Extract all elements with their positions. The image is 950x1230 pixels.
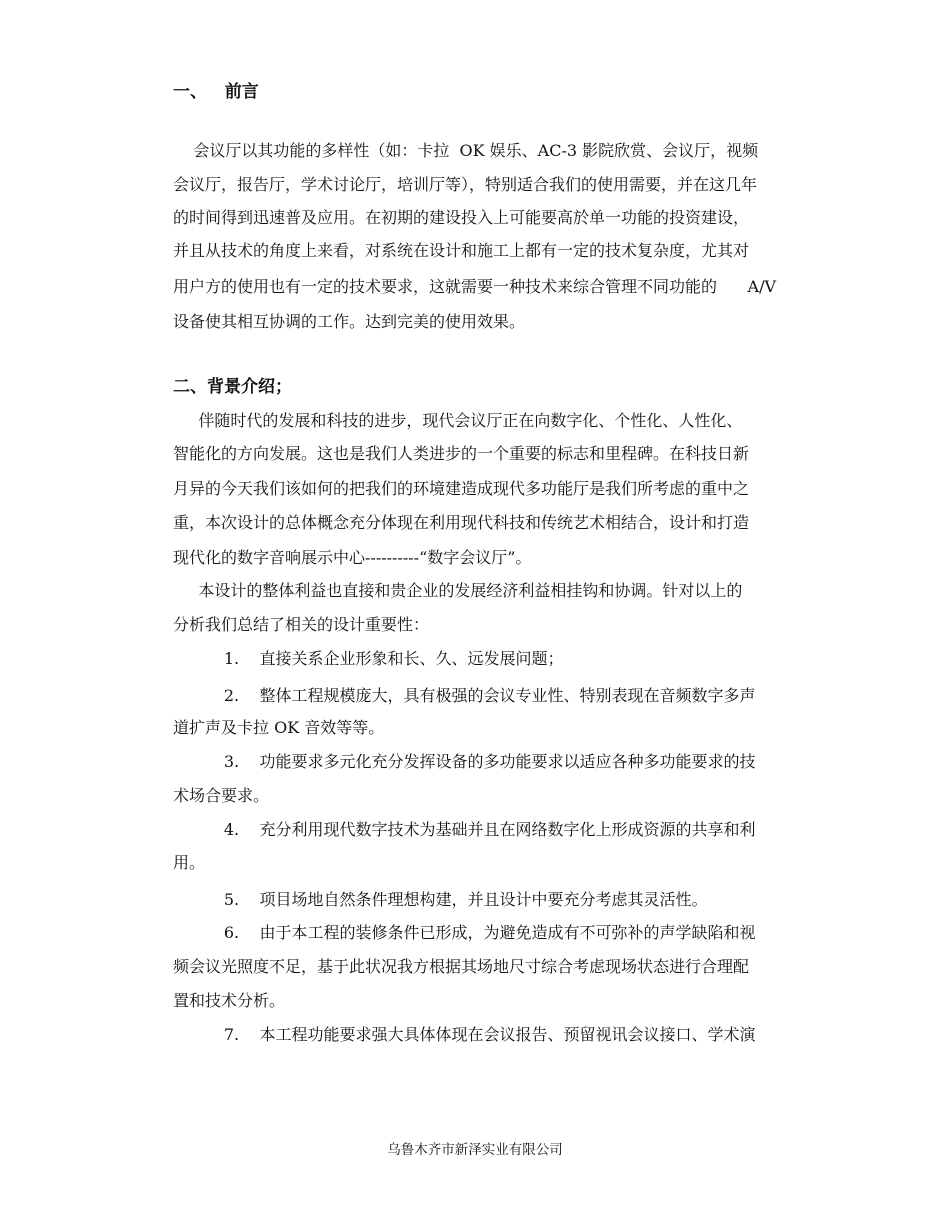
list-item-continuation: 置和技术分析。 (173, 991, 286, 1010)
paragraph-line: 会议厅，报告厅，学术讨论厅，培训厅等），特别适合我们的使用需要，并在这几年 (173, 175, 758, 194)
paragraph-line: 会议厅以其功能的多样性（如：卡拉 OK 娱乐、AC-3 影院欣赏、会议厅，视频 (173, 141, 759, 160)
list-item-continuation: 道扩声及卡拉 OK 音效等等。 (173, 718, 385, 737)
section-2-heading: 二、背景介绍； (173, 377, 292, 397)
paragraph-line: 重，本次设计的总体概念充分体现在利用现代科技和传统艺术相结合，设计和打造 (173, 513, 750, 532)
list-item-continuation: 术场合要求。 (173, 786, 270, 805)
list-item: 6. 由于本工程的装修条件已形成，为避免造成有不可弥补的声学缺陷和视 (173, 923, 756, 942)
paragraph-line: 本设计的整体利益也直接和贵企业的发展经济利益相挂钩和协调。针对以上的 (173, 581, 743, 600)
paragraph-line: 智能化的方向发展。这也是我们人类进步的一个重要的标志和里程碑。在科技日新 (173, 444, 750, 463)
list-item: 5. 项目场地自然条件理想构建，并且设计中要充分考虑其灵活性。 (173, 890, 708, 909)
section-1-heading: 一、 前言 (173, 82, 259, 102)
list-item: 4. 充分利用现代数字技术为基础并且在网络数字化上形成资源的共享和利 (173, 820, 756, 839)
list-item-continuation: 频会议光照度不足，基于此状况我方根据其场地尺寸综合考虑现场状态进行合理配 (173, 957, 750, 976)
paragraph-line: 设备使其相互协调的工作。达到完美的使用效果。 (173, 312, 526, 331)
list-item-continuation: 用。 (173, 853, 206, 872)
paragraph-line: 的时间得到迅速普及应用。在初期的建设投入上可能要高於单一功能的投资建设， (173, 208, 750, 227)
paragraph-line: 分析我们总结了相关的设计重要性： (173, 615, 430, 634)
paragraph-line: 月异的今天我们该如何的把我们的环境建造成现代多功能厅是我们所考虑的重中之 (173, 479, 750, 498)
paragraph-line: 伴随时代的发展和科技的进步，现代会议厅正在向数字化、个性化、人性化、 (173, 411, 743, 430)
paragraph-line: 并且从技术的角度上来看，对系统在设计和施工上都有一定的技术复杂度，尤其对 (173, 241, 750, 260)
page-footer: 乌鲁木齐市新泽实业有限公司 (387, 1142, 563, 1158)
list-item: 2. 整体工程规模庞大，具有极强的会议专业性、特别表现在音频数字多声 (173, 686, 756, 705)
list-item: 3. 功能要求多元化充分发挥设备的多功能要求以适应各种多功能要求的技 (173, 752, 756, 771)
list-item: 7. 本工程功能要求强大具体体现在会议报告、预留视讯会议接口、学术演 (173, 1025, 756, 1044)
paragraph-line: 现代化的数字音响展示中心----------“数字会议厅”。 (173, 548, 532, 567)
paragraph-line: 用户方的使用也有一定的技术要求，这就需要一种技术来综合管理不同功能的 A/V (173, 277, 777, 296)
list-item: 1. 直接关系企业形象和长、久、远发展问题； (173, 649, 564, 668)
